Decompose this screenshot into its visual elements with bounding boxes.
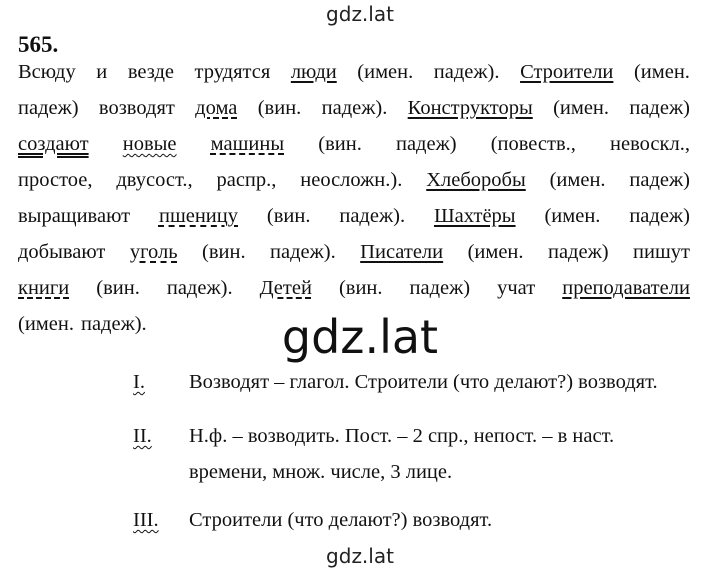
step-text: Строители (что делают?) возводят. bbox=[189, 509, 493, 531]
word: падеж) bbox=[18, 97, 79, 119]
subject-word: Писатели bbox=[360, 241, 444, 263]
paragraph-line-3 bbox=[18, 128, 690, 160]
word: падеж). bbox=[321, 97, 388, 119]
word: и bbox=[96, 61, 108, 83]
word: падеж). bbox=[339, 205, 406, 227]
paragraph-line-5 bbox=[18, 200, 690, 232]
word: пишут bbox=[633, 241, 690, 263]
word: простое, bbox=[18, 169, 93, 191]
task-number: 565. bbox=[18, 32, 59, 57]
step-text: Н.ф. – возводить. Пост. – 2 спр., непост. – в наст. bbox=[189, 425, 615, 447]
predicate-word: создают bbox=[18, 133, 89, 155]
paragraph-line-1 bbox=[18, 56, 690, 88]
word: Всюду bbox=[18, 61, 76, 83]
word: учат bbox=[497, 277, 536, 299]
word: (вин. bbox=[257, 97, 302, 119]
step-text: времени, множ. числе, 3 лице. bbox=[189, 461, 453, 483]
step-number: II. bbox=[133, 425, 152, 447]
object-word: книги bbox=[18, 277, 70, 299]
step-number: I. bbox=[133, 371, 145, 393]
word: возводят bbox=[98, 97, 175, 119]
word: (имен. bbox=[633, 61, 690, 83]
word: неосложн.). bbox=[300, 169, 403, 191]
word: выращивают bbox=[18, 205, 131, 227]
watermark-top: gdz.lat bbox=[326, 2, 394, 26]
word: падеж). bbox=[270, 241, 336, 263]
object-word: машины bbox=[210, 133, 285, 155]
word: (имен. bbox=[357, 61, 414, 83]
word: (повеств., bbox=[490, 133, 576, 155]
paragraph-line-2 bbox=[18, 92, 690, 124]
subject-word: Конструкторы bbox=[407, 97, 533, 119]
subject-word: люди bbox=[290, 61, 337, 83]
watermark-bottom: gdz.lat bbox=[326, 544, 394, 568]
word: падеж). bbox=[166, 277, 233, 299]
word: падеж). bbox=[433, 61, 500, 83]
word: падеж) bbox=[409, 277, 471, 299]
subject-word: Хлеборобы bbox=[426, 169, 526, 191]
word: (вин. bbox=[202, 241, 246, 263]
word: двусост., bbox=[116, 169, 193, 191]
word: падеж) bbox=[547, 241, 609, 263]
word: (вин. bbox=[318, 133, 362, 155]
word: невоскл., bbox=[610, 133, 690, 155]
word: падеж). bbox=[80, 313, 147, 335]
watermark-center: gdz.lat bbox=[281, 310, 439, 364]
attribute-word: новые bbox=[122, 133, 177, 155]
subject-word: преподаватели bbox=[562, 277, 690, 299]
object-word: пшеницу bbox=[158, 205, 238, 227]
word: распр., bbox=[216, 169, 277, 191]
word: падеж) bbox=[629, 169, 690, 191]
word: (имен. bbox=[544, 205, 601, 227]
word: трудятся bbox=[194, 61, 271, 83]
word: везде bbox=[127, 61, 174, 83]
word: (вин. bbox=[266, 205, 311, 227]
word: (вин. bbox=[96, 277, 140, 299]
step-number: III. bbox=[133, 509, 159, 531]
subject-word: Шахтёры bbox=[433, 205, 516, 227]
paragraph-line-4 bbox=[18, 164, 690, 196]
subject-word: Строители bbox=[520, 61, 614, 83]
word: (вин. bbox=[338, 277, 383, 299]
step-text: Возводят – глагол. Строители (что делают?) возводят. bbox=[189, 371, 658, 393]
object-word: Детей bbox=[259, 277, 312, 299]
word: (имен. bbox=[467, 241, 524, 263]
paragraph-line-7 bbox=[18, 272, 690, 304]
word: падеж) bbox=[629, 97, 690, 119]
word: (имен. bbox=[549, 169, 606, 191]
word: (имен. bbox=[18, 313, 74, 335]
word: (имен. bbox=[553, 97, 610, 119]
object-word: дома bbox=[195, 97, 238, 119]
word: падеж) bbox=[629, 205, 690, 227]
object-word: уголь bbox=[129, 241, 178, 263]
word: добывают bbox=[18, 241, 106, 263]
paragraph-line-6 bbox=[18, 236, 690, 268]
word: падеж) bbox=[395, 133, 457, 155]
